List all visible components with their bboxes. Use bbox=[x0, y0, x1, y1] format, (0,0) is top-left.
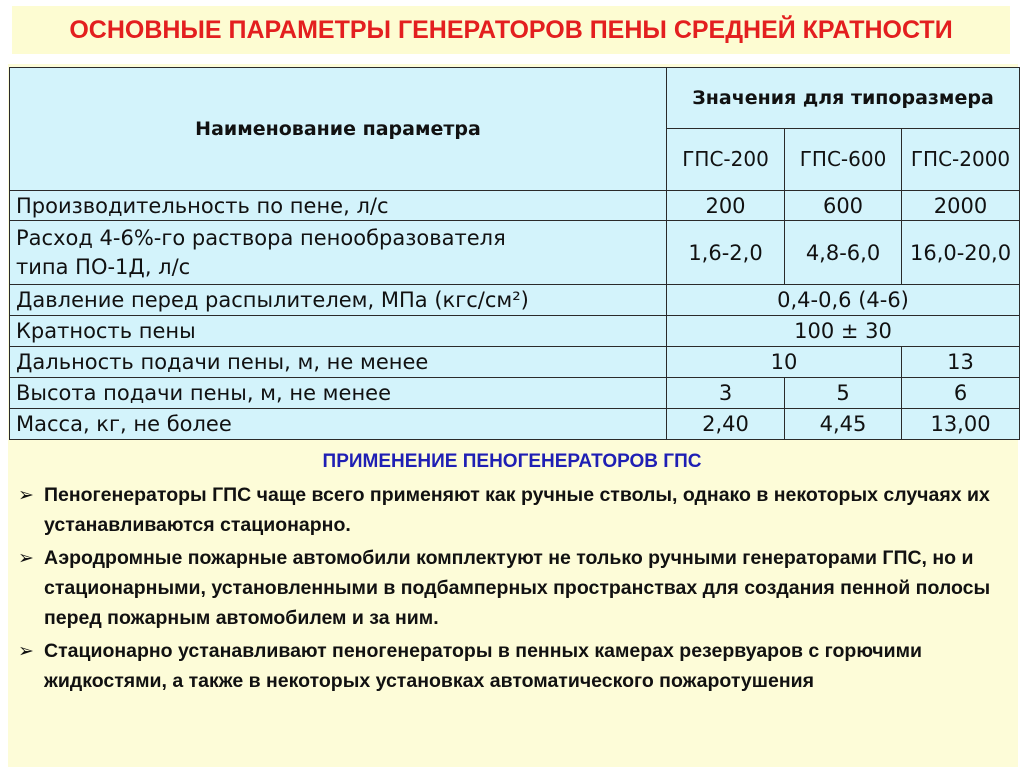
value-cell: 6 bbox=[902, 378, 1020, 409]
merged-value-cell: 100 ± 30 bbox=[667, 316, 1020, 347]
value-cell: 13,00 bbox=[902, 409, 1020, 440]
bullet-list bbox=[18, 480, 1013, 699]
param-name: Кратность пены bbox=[10, 316, 667, 347]
param-name: Давление перед распылителем, МПа (кгс/см²) bbox=[10, 285, 667, 316]
value-cell: 1,6-2,0 bbox=[667, 221, 785, 285]
param-name: Дальность подачи пены, м, не менее bbox=[10, 347, 667, 378]
value-cell: 5 bbox=[785, 378, 902, 409]
param-name-header: Наименование параметра bbox=[10, 68, 667, 191]
table-row bbox=[10, 316, 1020, 347]
param-name: Производительность по пене, л/с bbox=[10, 191, 667, 221]
arrow-bullet-icon: ➢ bbox=[18, 640, 34, 662]
bullet-text: Стационарно устанавливают пеногенераторы в пенных камерах резервуаров с горючими жидкостями, а также в некоторых установках автоматического пожаротушения bbox=[44, 640, 922, 692]
value-cell: 200 bbox=[667, 191, 785, 221]
value-cell: 13 bbox=[902, 347, 1020, 378]
page-title: ОСНОВНЫЕ ПАРАМЕТРЫ ГЕНЕРАТОРОВ ПЕНЫ СРЕДНЕЙ КРАТНОСТИ bbox=[69, 15, 953, 44]
value-cell: 600 bbox=[785, 191, 902, 221]
list-item bbox=[18, 480, 1013, 540]
table-row bbox=[10, 221, 1020, 285]
table-row bbox=[10, 409, 1020, 440]
title-band bbox=[12, 6, 1010, 54]
value-cell: 3 bbox=[667, 378, 785, 409]
values-header: Значения для типоразмера bbox=[667, 68, 1020, 129]
column-header: ГПС-2000 bbox=[902, 129, 1020, 191]
param-name: Высота подачи пены, м, не менее bbox=[10, 378, 667, 409]
section-title: ПРИМЕНЕНИЕ ПЕНОГЕНЕРАТОРОВ ГПС bbox=[322, 451, 702, 472]
value-cell: 4,45 bbox=[785, 409, 902, 440]
table-row bbox=[10, 191, 1020, 221]
parameters-table bbox=[9, 67, 1020, 440]
value-cell: 16,0-20,0 bbox=[902, 221, 1020, 285]
arrow-bullet-icon: ➢ bbox=[18, 547, 34, 569]
list-item bbox=[18, 636, 1013, 696]
value-cell: 4,8-6,0 bbox=[785, 221, 902, 285]
arrow-bullet-icon: ➢ bbox=[18, 484, 34, 506]
value-cell: 2000 bbox=[902, 191, 1020, 221]
merged-value-cell: 10 bbox=[667, 347, 902, 378]
bullet-text: Пеногенераторы ГПС чаще всего применяют как ручные стволы, однако в некоторых случаях их устанавливаются стационарно. bbox=[44, 484, 990, 536]
table-row bbox=[10, 347, 1020, 378]
param-name: Расход 4-6%-го раствора пенообразователя типа ПО-1Д, л/с bbox=[10, 221, 667, 285]
list-item bbox=[18, 543, 1013, 633]
bullet-text: Аэродромные пожарные автомобили комплектуют не только ручными генераторами ГПС, но и стационарными, установленными в подбамперных пространствах для создания пенной полосы перед пожарным автомобилем и за ним. bbox=[44, 547, 991, 629]
column-header: ГПС-200 bbox=[667, 129, 785, 191]
table-header-row bbox=[10, 68, 1020, 129]
param-name: Масса, кг, не более bbox=[10, 409, 667, 440]
column-header: ГПС-600 bbox=[785, 129, 902, 191]
table-row bbox=[10, 285, 1020, 316]
merged-value-cell: 0,4-0,6 (4-6) bbox=[667, 285, 1020, 316]
value-cell: 2,40 bbox=[667, 409, 785, 440]
table-row bbox=[10, 378, 1020, 409]
